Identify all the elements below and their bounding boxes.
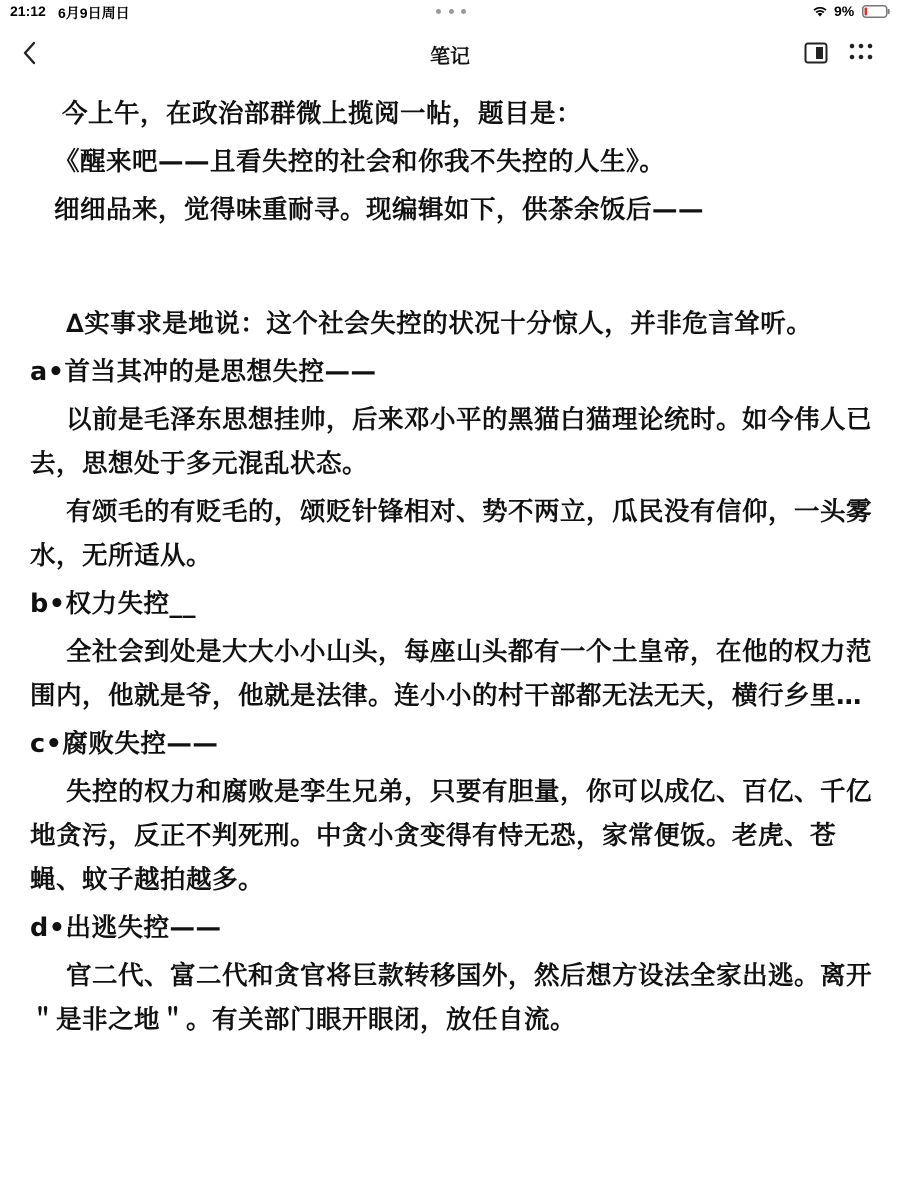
wifi-icon [812, 5, 828, 17]
section-paragraph: 官二代、富二代和贪官将巨款转移国外，然后想方设法全家出逃。离开＂是非之地＂。有关部门眼开眼闭，放任自流。 [30, 961, 873, 1035]
intro-line: 《醒来吧——且看失控的社会和你我不失控的人生》。 [54, 147, 666, 177]
section-heading: a•首当其冲的是思想失控—— [30, 357, 377, 387]
section-paragraph: 以前是毛泽东思想挂帅，后来邓小平的黑猫白猫理论统时。如今伟人已去，思想处于多元混乱状态。 [30, 405, 873, 479]
reader-mode-icon[interactable] [804, 42, 828, 64]
status-date: 6月9日周日 [58, 5, 130, 21]
more-icon[interactable] [848, 42, 874, 64]
section-heading: c•腐败失控—— [30, 729, 219, 759]
page-title: 笔记 [430, 44, 470, 68]
lead-paragraph: ∆实事求是地说：这个社会失控的状况十分惊人，并非危言耸听。 [66, 309, 813, 339]
section-heading: b•权力失控__ [30, 589, 197, 619]
status-time: 21:12 [10, 3, 46, 19]
intro-line: 细细品来，觉得味重耐寻。现编辑如下，供茶余饭后—— [54, 195, 705, 225]
section-paragraph: 失控的权力和腐败是孪生兄弟，只要有胆量，你可以成亿、百亿、千亿地贪污，反正不判死刑。中贪小贪变得有恃无恐，家常便饭。老虎、苍蝇、蚊子越拍越多。 [30, 777, 873, 895]
nav-bar [0, 28, 900, 78]
blank-line [30, 232, 875, 298]
multitasking-dots-icon[interactable] [436, 9, 466, 15]
battery-icon [862, 5, 890, 18]
section-heading: d•出逃失控—— [30, 913, 222, 943]
note-body[interactable] [30, 86, 875, 1042]
section-paragraph: 全社会到处是大大小小山头，每座山头都有一个土皇帝，在他的权力范围内，他就是爷，他就是法律。连小小的村干部都无法无天，横行乡里… [30, 637, 873, 711]
intro-line: 今上午，在政治部群微上揽阅一帖，题目是： [62, 99, 583, 129]
battery-percentage: 9% [834, 3, 855, 19]
status-bar [0, 0, 900, 24]
section-paragraph: 有颂毛的有贬毛的，颂贬针锋相对、势不两立，瓜民没有信仰，一头雾水，无所适从。 [30, 497, 873, 571]
